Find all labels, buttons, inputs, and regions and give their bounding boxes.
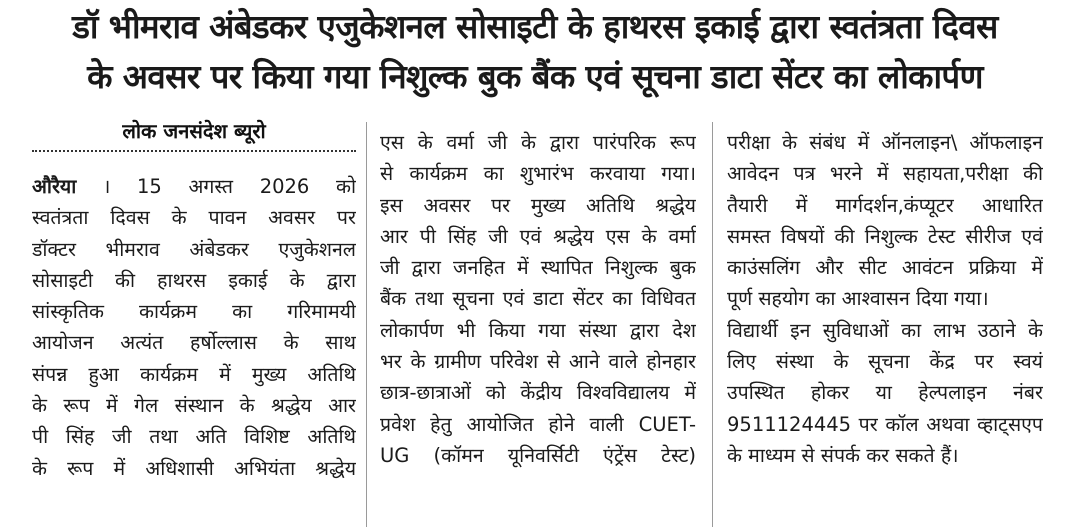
- headline: [0, 2, 1070, 102]
- dateline-text: । 15 अगस्त 2026 को: [102, 175, 356, 198]
- column-line: आवेदन पत्र भरने में सहायता,परीक्षा की: [727, 162, 1043, 186]
- column-line: समस्त विषयों की निशुल्क टेस्ट सीरीज एवं: [727, 224, 1043, 248]
- column-line: छात्र-छात्राओं को केंद्रीय विश्वविद्यालय में: [380, 381, 696, 405]
- headline-line-1: डॉ भीमराव अंबेडकर एजुकेशनल सोसाइटी के हाथरस इकाई द्वारा स्वतंत्रता दिवस: [72, 7, 998, 46]
- column-line: UG (कॉमन यूनिवर्सिटी एंट्रेंस टेस्ट): [380, 443, 696, 467]
- column-line: 9511124445 पर कॉल अथवा व्हाट्सएप: [727, 412, 1043, 436]
- column-line: के रूप में अधिशासी अभियंता श्रद्धेय: [32, 456, 356, 480]
- column-line: डॉक्टर भीमराव अंबेडकर एजुकेशनल: [32, 237, 356, 261]
- column-line: तैयारी में मार्गदर्शन,कंप्यूटर आधारित: [727, 193, 1043, 217]
- column-line: से कार्यक्रम का शुभारंभ करवाया गया।: [380, 162, 696, 186]
- column-line: परीक्षा के संबंध में ऑनलाइन\ ऑफलाइन: [727, 131, 1043, 154]
- byline-dotted-rule: [32, 150, 356, 152]
- column-line: पी सिंह जी तथा अति विशिष्ट अतिथि: [32, 425, 356, 449]
- column-line: जी द्वारा जनहित में स्थापित निशुल्क बुक: [380, 256, 696, 280]
- column-line: लोकार्पण भी किया गया संस्था द्वारा देश: [380, 318, 696, 342]
- column-line: पूर्ण सहयोग का आश्वासन दिया गया।: [727, 287, 989, 311]
- headline-line-2: के अवसर पर किया गया निशुल्क बुक बैंक एवं सूचना डाटा सेंटर का लोकार्पण: [87, 57, 983, 96]
- article-column-1: [32, 171, 356, 484]
- column-line: काउंसलिंग और सीट आवंटन प्रक्रिया में: [727, 256, 1043, 280]
- column-line: बैंक तथा सूचना एवं डाटा सेंटर का विधिवत: [380, 287, 696, 311]
- column-divider: [712, 122, 713, 527]
- column-line: आयोजन अत्यंत हर्षोल्लास के साथ: [32, 331, 356, 355]
- column-line: प्रवेश हेतु आयोजित होने वाली CUET-: [380, 412, 696, 436]
- column-line: [32, 171, 356, 202]
- column-line: उपस्थित होकर या हेल्पलाइन नंबर: [727, 381, 1043, 405]
- article-column-3: [727, 127, 1043, 471]
- column-line: स्वतंत्रता दिवस के पावन अवसर पर: [32, 206, 356, 230]
- column-line: संपन्न हुआ कार्यक्रम में मुख्य अतिथि: [32, 362, 356, 386]
- column-line: सोसाइटी की हाथरस इकाई के द्वारा: [32, 268, 356, 292]
- column-line: लिए संस्था के सूचना केंद्र पर स्वयं: [727, 350, 1043, 374]
- column-divider: [366, 122, 367, 527]
- column-line: के रूप में गेल संस्थान के श्रद्धेय आर: [32, 394, 356, 418]
- column-line: के माध्यम से संपर्क कर सकते हैं।: [727, 443, 959, 467]
- article-column-2: [380, 127, 696, 471]
- column-line: आर पी सिंह जी एवं श्रद्धेय एस के वर्मा: [380, 224, 696, 248]
- column-line: एस के वर्मा जी के द्वारा पारंपरिक रूप: [380, 131, 696, 154]
- column-line: भर के ग्रामीण परिवेश से आने वाले होनहार: [380, 350, 696, 374]
- byline: लोक जनसंदेश ब्यूरो: [122, 119, 266, 143]
- column-line: इस अवसर पर मुख्य अतिथि श्रद्धेय: [380, 193, 696, 217]
- column-line: विद्यार्थी इन सुविधाओं का लाभ उठाने के: [727, 318, 1043, 342]
- column-line: सांस्कृतिक कार्यक्रम का गरिमामयी: [32, 300, 356, 324]
- dateline: औरैया: [32, 175, 77, 198]
